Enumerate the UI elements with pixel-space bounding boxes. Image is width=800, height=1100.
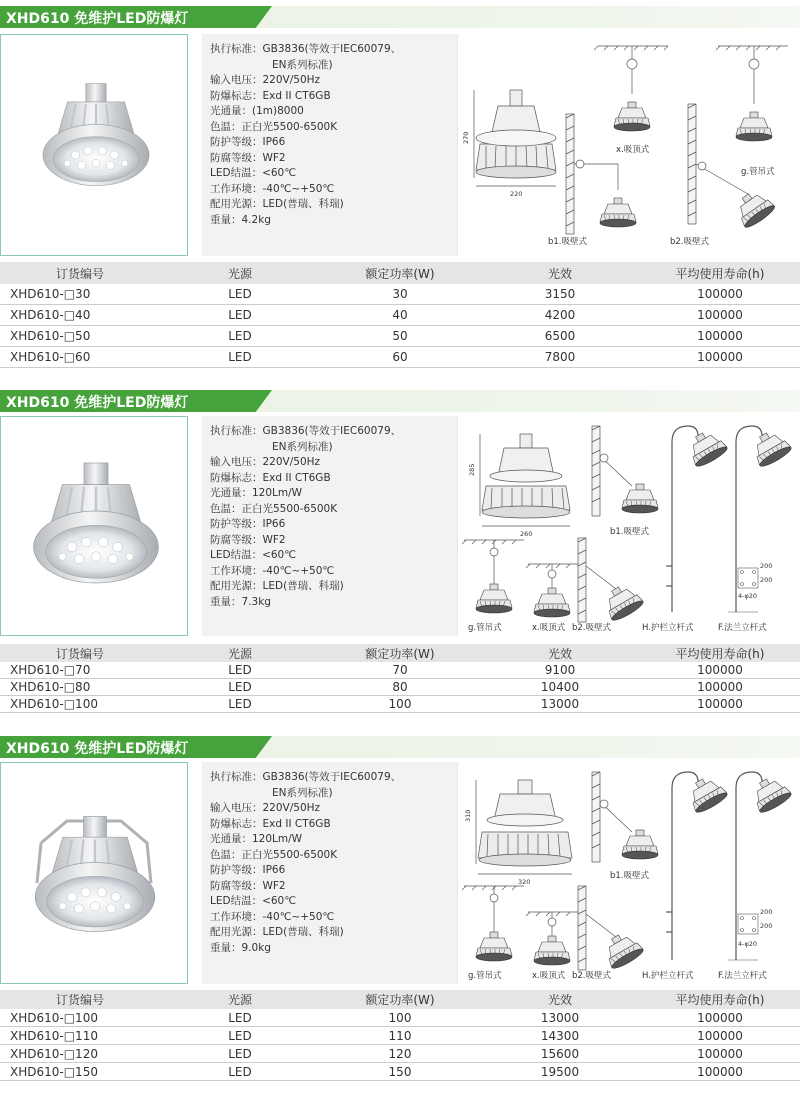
- table-header: [0, 644, 800, 662]
- cell-lifetime: 100000: [697, 1010, 743, 1025]
- cell-source: LED: [228, 1010, 252, 1025]
- cell-power: 120: [388, 1046, 412, 1061]
- spec-environment: 工作环境：-40℃~+50℃: [210, 564, 335, 577]
- cell-lifetime: 100000: [697, 287, 743, 301]
- spec-junction: LED结温：<60℃: [210, 895, 297, 907]
- order-table: [0, 990, 800, 1081]
- cell-efficacy: 4200: [544, 308, 576, 322]
- table-row: [0, 305, 800, 326]
- flange-dim-holes: 4-φ20: [738, 592, 758, 600]
- spec-protection: 防护等级：IP66: [210, 864, 286, 876]
- order-table: [0, 644, 800, 713]
- col-source: 光源: [227, 993, 252, 1007]
- col-efficacy: 光效: [547, 266, 572, 281]
- spec-corrosion: 防腐等级：WF2: [210, 151, 286, 164]
- cell-source: LED: [228, 287, 252, 301]
- spec-junction: LED结温：<60℃: [210, 549, 297, 561]
- flange-dim-a: 200: [760, 908, 773, 916]
- height-dim: 285: [468, 463, 476, 476]
- label-x-ceiling: x.吸顶式: [616, 145, 650, 155]
- cell-lifetime: 100000: [697, 1046, 743, 1061]
- spec-protection: 防护等级：IP66: [210, 518, 286, 530]
- col-efficacy: 光效: [547, 993, 572, 1007]
- spec-explosion: 防爆标志：Exd II CT6GB: [210, 89, 331, 102]
- cell-source: LED: [228, 663, 252, 677]
- col-efficacy: 光效: [547, 646, 572, 661]
- spec-environment: 工作环境：-40℃~+50℃: [210, 910, 335, 923]
- spec-voltage: 输入电压：220V/50Hz: [210, 456, 321, 468]
- col-power: 额定功率(W): [365, 993, 435, 1007]
- product-section-1: [0, 6, 800, 376]
- cell-source: LED: [228, 697, 252, 711]
- cell-lifetime: 100000: [697, 697, 743, 711]
- cell-source: LED: [228, 350, 252, 364]
- spec-list: [202, 34, 457, 256]
- product-photo: [0, 416, 188, 636]
- flange-dim-holes: 4-φ20: [738, 940, 758, 948]
- cell-order-no: XHD610-□60: [10, 350, 91, 364]
- width-dim: 220: [510, 190, 523, 198]
- width-dim: 260: [520, 530, 533, 538]
- label-b2-wall: b2.吸壁式: [572, 971, 612, 981]
- flange-dim-b: 200: [760, 922, 773, 930]
- cell-order-no: XHD610-□150: [10, 1064, 98, 1079]
- spec-source: 配用光源：LED(普瑞、科瑞): [210, 926, 344, 938]
- spec-color-temp: 色温：正白光5500-6500K: [210, 120, 338, 133]
- flange-dim-a: 200: [760, 562, 773, 570]
- spec-corrosion: 防腐等级：WF2: [210, 879, 286, 892]
- label-g-pendant: g.管吊式: [468, 971, 502, 981]
- label-x-ceiling: x.吸顶式: [532, 623, 566, 633]
- height-dim: 270: [462, 131, 470, 144]
- spec-standard-cont: EN系列标准): [272, 58, 333, 71]
- cell-efficacy: 10400: [540, 680, 580, 694]
- cell-power: 30: [392, 287, 408, 301]
- cell-power: 70: [392, 663, 408, 677]
- col-order-no: 订货编号: [55, 266, 104, 281]
- label-b1-wall: b1.吸壁式: [610, 871, 650, 881]
- table-row: [0, 347, 800, 368]
- cell-power: 80: [392, 680, 408, 694]
- label-b2-wall: b2.吸壁式: [572, 623, 612, 633]
- col-lifetime: 平均使用寿命(h): [675, 646, 765, 661]
- table-row: [0, 679, 800, 696]
- label-g-pendant: g.管吊式: [741, 167, 775, 177]
- label-h-railing: H.护栏立杆式: [642, 623, 694, 633]
- cell-source: LED: [228, 308, 252, 322]
- spec-list: [202, 416, 457, 636]
- product-photo: [0, 34, 188, 256]
- cell-order-no: XHD610-□100: [10, 697, 98, 711]
- installation-diagram: [457, 416, 800, 636]
- cell-source: LED: [228, 680, 252, 694]
- cell-efficacy: 7800: [544, 350, 576, 364]
- cell-lifetime: 100000: [697, 680, 743, 694]
- col-source: 光源: [227, 266, 252, 281]
- col-power: 额定功率(W): [365, 646, 435, 661]
- table-row: [0, 1027, 800, 1045]
- cell-power: 40: [392, 308, 408, 322]
- cell-efficacy: 13000: [540, 1010, 580, 1025]
- spec-weight: 重量：9.0kg: [210, 941, 271, 954]
- col-source: 光源: [227, 646, 252, 661]
- cell-order-no: XHD610-□50: [10, 329, 91, 343]
- col-power: 额定功率(W): [365, 266, 435, 281]
- cell-efficacy: 9100: [544, 663, 576, 677]
- section-banner: [0, 6, 800, 28]
- section-title: XHD610 免维护LED防爆灯: [6, 741, 189, 757]
- product-photo: [0, 762, 188, 984]
- cell-order-no: XHD610-□100: [10, 1010, 98, 1025]
- table-row: [0, 1045, 800, 1063]
- cell-source: LED: [228, 1028, 252, 1043]
- section-banner: [0, 390, 800, 412]
- table-row: [0, 696, 800, 713]
- cell-order-no: XHD610-□80: [10, 680, 91, 694]
- spec-color-temp: 色温：正白光5500-6500K: [210, 848, 338, 861]
- product-section-3: [0, 736, 800, 1098]
- cell-efficacy: 14300: [540, 1028, 580, 1043]
- cell-power: 110: [388, 1028, 412, 1043]
- label-h-railing: H.护栏立杆式: [642, 971, 694, 981]
- cell-source: LED: [228, 329, 252, 343]
- cell-lifetime: 100000: [697, 1064, 743, 1079]
- table-header: [0, 990, 800, 1009]
- spec-voltage: 输入电压：220V/50Hz: [210, 802, 321, 814]
- spec-color-temp: 色温：正白光5500-6500K: [210, 502, 338, 515]
- cell-power: 150: [388, 1064, 412, 1079]
- cell-lifetime: 100000: [697, 1028, 743, 1043]
- cell-order-no: XHD610-□110: [10, 1028, 98, 1043]
- cell-efficacy: 6500: [544, 329, 576, 343]
- cell-power: 100: [388, 697, 412, 711]
- cell-source: LED: [228, 1046, 252, 1061]
- spec-standard: 执行标准：GB3836(等效于IEC60079、: [210, 43, 402, 55]
- cell-order-no: XHD610-□70: [10, 663, 91, 677]
- cell-power: 100: [388, 1010, 412, 1025]
- flange-dim-b: 200: [760, 576, 773, 584]
- table-header: [0, 262, 800, 284]
- spec-explosion: 防爆标志：Exd II CT6GB: [210, 471, 331, 484]
- spec-standard: 执行标准：GB3836(等效于IEC60079、: [210, 425, 402, 437]
- cell-power: 60: [392, 350, 408, 364]
- spec-flux: 光通量：120Lm/W: [210, 833, 303, 845]
- spec-source: 配用光源：LED(普瑞、科瑞): [210, 198, 344, 210]
- cell-lifetime: 100000: [697, 350, 743, 364]
- col-order-no: 订货编号: [55, 993, 104, 1007]
- label-g-pendant: g.管吊式: [468, 623, 502, 633]
- col-lifetime: 平均使用寿命(h): [675, 266, 765, 281]
- spec-voltage: 输入电压：220V/50Hz: [210, 74, 321, 86]
- spec-flux: 光通量：120Lm/W: [210, 487, 303, 499]
- spec-standard-cont: EN系列标准): [272, 786, 333, 799]
- section-title: XHD610 免维护LED防爆灯: [6, 395, 189, 411]
- label-f-flange: F.法兰立杆式: [718, 971, 767, 981]
- cell-power: 50: [392, 329, 408, 343]
- cell-order-no: XHD610-□120: [10, 1046, 98, 1061]
- cell-order-no: XHD610-□30: [10, 287, 91, 301]
- label-b2-wall: b2.吸壁式: [670, 237, 710, 247]
- table-row: [0, 326, 800, 347]
- spec-flux: 光通量：(1m)8000: [210, 105, 304, 117]
- cell-efficacy: 3150: [544, 287, 576, 301]
- table-row: [0, 1009, 800, 1027]
- cell-efficacy: 13000: [540, 697, 580, 711]
- spec-corrosion: 防腐等级：WF2: [210, 533, 286, 546]
- cell-efficacy: 19500: [540, 1064, 580, 1079]
- spec-standard-cont: EN系列标准): [272, 440, 333, 453]
- cell-efficacy: 15600: [540, 1046, 580, 1061]
- col-lifetime: 平均使用寿命(h): [675, 993, 765, 1007]
- installation-diagram: [457, 762, 800, 984]
- spec-standard: 执行标准：GB3836(等效于IEC60079、: [210, 771, 402, 783]
- label-x-ceiling: x.吸顶式: [532, 971, 566, 981]
- cell-lifetime: 100000: [697, 329, 743, 343]
- label-b1-wall: b1.吸壁式: [610, 527, 650, 537]
- section-title: XHD610 免维护LED防爆灯: [6, 11, 189, 27]
- spec-junction: LED结温：<60℃: [210, 167, 297, 179]
- spec-list: [202, 762, 457, 984]
- cell-source: LED: [228, 1064, 252, 1079]
- table-row: [0, 662, 800, 679]
- label-f-flange: F.法兰立杆式: [718, 623, 767, 633]
- spec-explosion: 防爆标志：Exd II CT6GB: [210, 817, 331, 830]
- spec-environment: 工作环境：-40℃~+50℃: [210, 182, 335, 195]
- installation-diagram: [457, 34, 800, 256]
- section-banner: [0, 736, 800, 758]
- product-section-2: [0, 390, 800, 720]
- spec-source: 配用光源：LED(普瑞、科瑞): [210, 580, 344, 592]
- cell-order-no: XHD610-□40: [10, 308, 91, 322]
- cell-lifetime: 100000: [697, 308, 743, 322]
- table-row: [0, 1063, 800, 1081]
- width-dim: 320: [518, 878, 531, 886]
- height-dim: 310: [464, 809, 472, 822]
- spec-weight: 重量：7.3kg: [210, 595, 271, 608]
- order-table: [0, 262, 800, 368]
- label-b1-wall: b1.吸壁式: [548, 237, 588, 247]
- table-row: [0, 284, 800, 305]
- spec-protection: 防护等级：IP66: [210, 136, 286, 148]
- cell-lifetime: 100000: [697, 663, 743, 677]
- col-order-no: 订货编号: [55, 646, 104, 661]
- spec-weight: 重量：4.2kg: [210, 213, 271, 226]
